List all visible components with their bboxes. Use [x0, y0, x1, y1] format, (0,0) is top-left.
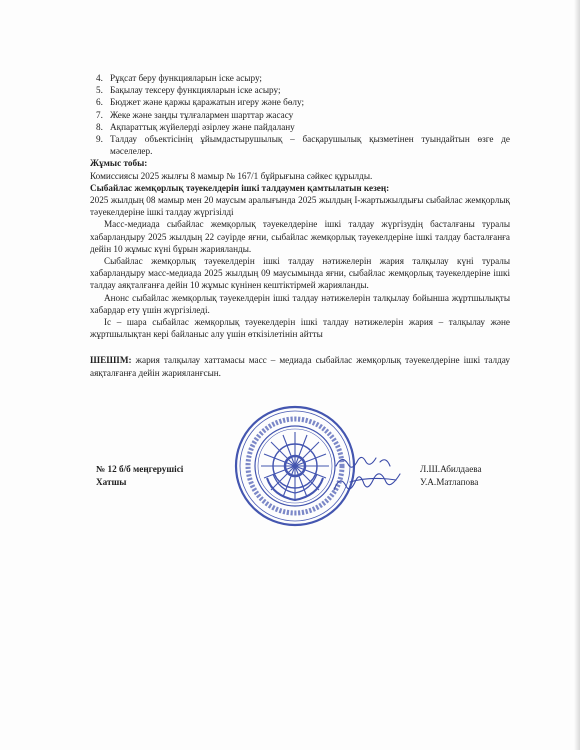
list-item-text: Жеке және заңды тұлғалармен шарттар жасасу — [110, 109, 294, 120]
results-announcement-paragraph: Сыбайлас жемқорлық тәуекелдерін ішкі талдау нәтижелерін жария талқылау күні туралы хабарландыру масс-медиада 2025 жылдың 09 маусымында яғни, сыбайлас жемқорлық тәуекелдеріне ішкі талдау аяқталғанға дейін 10 жұмыс күнінен кештіктірмей жарияланды. — [90, 256, 510, 291]
secretary-title: Хатшы — [96, 476, 127, 487]
period-text: 2025 жылдың 08 мамыр мен 20 маусым аралығында 2025 жылдың І-жартыжылдығы сыбайлас жемқорлық тәуекелдеріне ішкі талдау жүргізілді — [90, 195, 510, 218]
list-item-text: Бюджет және қаржы қаражатын игеру және бөлу; — [110, 97, 305, 108]
risk-areas-list — [90, 72, 510, 157]
work-group-heading: Жұмыс тобы: — [90, 158, 148, 169]
list-item-number: 7. — [96, 109, 103, 120]
list-item-text: Бақылау тексеру функцияларын іске асыру; — [110, 85, 281, 96]
document-body — [90, 72, 510, 379]
decision-paragraph — [90, 354, 510, 378]
signatory-names — [420, 463, 482, 488]
signatory-titles — [96, 463, 183, 488]
announcement-purpose-paragraph: Анонс сыбайлас жемқорлық тәуекелдерін ішкі талдау нәтижелерін талқылау бойынша жұртшылықты хабардар ету үшін жүргізіледі. — [90, 292, 510, 315]
period-heading: Сыбайлас жемқорлық тәуекелдерін ішкі талдаумен қамтылатын кезең: — [90, 182, 390, 193]
list-item — [90, 121, 510, 133]
list-item-number: 6. — [96, 97, 103, 108]
list-item-number: 9. — [96, 134, 103, 145]
list-item-number: 8. — [96, 121, 103, 132]
list-item — [90, 109, 510, 121]
list-item-text: Талдау объектісінің ұйымдастырушылық – басқарушылық қызметінен туындайтын өзге де мәселелер. — [110, 134, 510, 157]
event-paragraph: Іс – шара сыбайлас жемқорлық тәуекелдерін ішкі талдау нәтижелерін жария – талқылау және жұртшылықтан кері байланыс алу үшін өткізілетінін айтты — [90, 317, 510, 340]
list-item-number: 5. — [96, 85, 103, 96]
decision-text: жария талқылау хаттамасы масс – медиада сыбайлас жемқорлық тәуекелдеріне ішкі талдау аяқталғанға дейін жарияланғсын. — [90, 355, 510, 378]
commission-text: Комиссиясы 2025 жылғы 8 мамыр № 167/1 бұйрығына сәйкес құрылды. — [90, 170, 373, 181]
scan-edge-shadow — [574, 0, 580, 750]
list-item — [90, 72, 510, 84]
list-item — [90, 96, 510, 108]
list-item-text: Рұқсат беру функцияларын іске асыру; — [110, 73, 262, 83]
handwritten-signature — [330, 452, 410, 502]
secretary-name: У.А.Матлапова — [420, 476, 479, 487]
list-item — [90, 133, 510, 157]
media-announcement-paragraph: Масс-медиада сыбайлас жемқорлық тәуекелдеріне ішкі талдау жүргізудің басталғаны туралы хабарландыру 2025 жылдың 22 сәуірде яғни, сыбайлас жемқорлық тәуекелдеріне ішкі талдау басталғанға дейін 10 жұмыс күні бұрын жарияланды. — [90, 219, 510, 254]
decision-label: ШЕШІМ: — [90, 355, 132, 366]
spacer — [90, 340, 510, 354]
list-item-number: 4. — [96, 73, 103, 83]
list-item-text: Ақпараттық жүйелерді әзірлеу және пайдалану — [110, 121, 295, 132]
head-name: Л.Ш.Абилдаева — [420, 464, 482, 474]
list-item — [90, 84, 510, 96]
head-title: № 12 б/б меңгерушісі — [96, 464, 184, 474]
